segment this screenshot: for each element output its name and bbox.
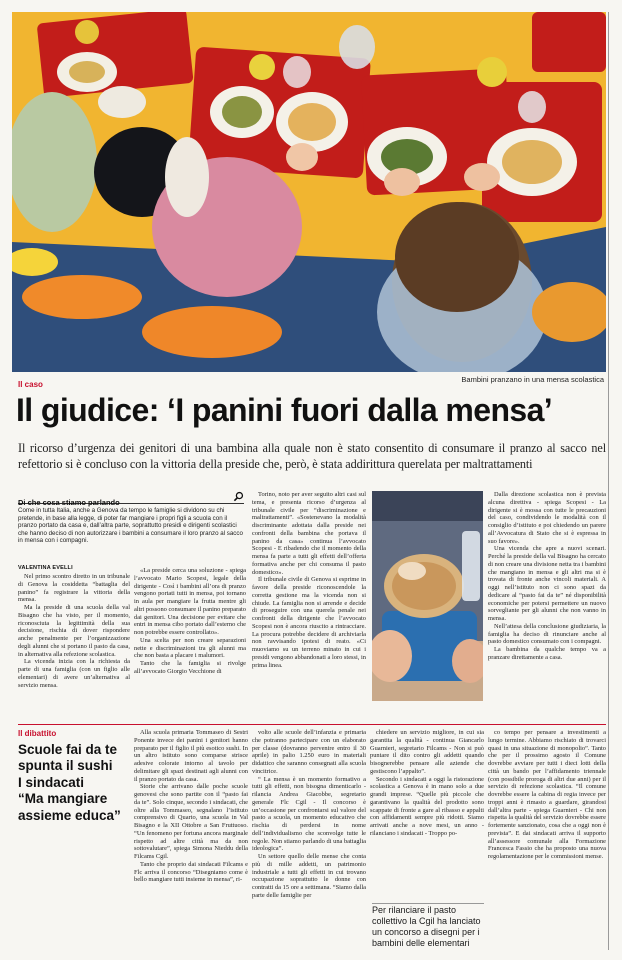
title-line: I sindacati [18, 774, 85, 790]
paragraph: Tanto che la famiglia si rivolge all’avvocato Giorgio Vecchione di [134, 660, 246, 675]
paragraph: “ La mensa è un momento formativo a tutti gli effetti, non bisogna dimenticarlo - rilancia Andrea Giacobbe, segretario generale Flc Cgil - Il concorso è un’occasione per confrontarsi sul valore del pasto a scuola, un momento educativo che rischia di perdersi in nome dell’individualismo che sconvolge tutte le regole. Non stiamo parlando di una battaglia ideologica”. [252, 775, 366, 853]
title-line: Scuole fai da te [18, 742, 118, 757]
section-divider [18, 724, 606, 725]
callout-rule [372, 903, 484, 904]
article-column-2 [134, 567, 246, 721]
paragraph: Una vicenda che apre a nuovi scenari. Perché la preside della val Bisagno ha cercato di non creare una divisione netta tra i bambini che mangiano in mensa e gli altri ma si è trovata di fronte anche vincoli materiali. A oggi nell’istituto non ci sono spazi da dedicare al “pasto fai da te” né disponibilità economiche per potersi permettere un nuovo sorvegliante per gli alunni che non vanno in mensa. [488, 545, 606, 622]
paragraph: Nel primo scontro diretto in un tribunale di Genova la cosiddetta “battaglia del panino” fa registrare la vittoria della mensa. [18, 573, 130, 604]
frame-rule [608, 12, 609, 950]
paragraph: volto alle scuole dell’infanzia e primaria che potranno partecipare con un elaborato per classe (dovranno pervenire entro il 30 aprile) in palio 1.250 euro in materiali didattico che saranno consegnati alla scuola vincitrice. [252, 729, 366, 775]
photo-caption: Bambini pranzano in una mensa scolastica [461, 375, 604, 384]
paragraph: co tempo per pensare a investimenti a lungo termine. Abbiamo rischiato di trovarci quasi in una situazione di monopolio”. Tanto che per il prossimo agosto il Comune dovrebbe avviare per tutti i dieci lotti della città un bando per l’affidamento triennale (con possibile proroga di altri due anni) per il servizio di refezione scolastica. “Il comune dovrebbe essere la cabina di regia invece per troppi anni è rimasto a guardare, girandosi dall’altra parte - spiega Guarnieri - Chi non rispetta la qualità del servizio dovrebbe essere fortemente sanzionato, cosa che a oggi non è prevista”. E dai sindacati arriva il supporto all’assessore comunale alla Formazione Francesca Fassio che ha proposto una nuova regolamentazione per le commissioni mense. [488, 729, 606, 860]
dibattito-kicker: Il dibattito [18, 729, 57, 738]
paragraph: La vicenda inizia con la richiesta da parte di una famiglia (con un figlio alle elementari) di avere un’alternativa al servizio mensa. [18, 658, 130, 689]
title-line: “Ma mangiare [18, 791, 108, 807]
paragraph: Nell’attesa della conclusione giudiziaria, la famiglia ha deciso di rinunciare anche al pasto domestico consumato con i compagni. [488, 622, 606, 646]
paragraph: chiedere un servizio migliore, in cui sia garantita la qualità - continua Giancarlo Guarnieri, segretario Filcams - Non si può puntare il dito contro gli addetti quando bisognerebbe pensare alle aziende che gestiscono l’appalto”. [370, 729, 484, 775]
dibattito-column-4 [370, 729, 484, 899]
article-kicker: Il caso [18, 380, 43, 389]
title-line: spunta il sushi [18, 758, 113, 774]
paragraph: Secondo i sindacati a oggi la ristorazione scolastica a Genova è in mano solo a due grandi imprese. “Quelle più piccole che garantivano la qualità del prodotto sono scappate di fronte a gare al ribasso e appalti con affidamenti sempre più ridotti. Siamo arrivati anche a nove mesi, un anno - rilanciano i sindacati - Troppo po- [370, 775, 484, 837]
paragraph: Torino, noto per aver seguito altri casi sul tema, e presenta ricorso d’urgenza al tribunale civile per “discriminazione e maltrattamenti”. «Sostenevano la modalità discriminante adottata dalla preside nei confronti della bambina che portava il panino da casa» continua l’avvocato Scopesi - E ribadendo che il momento della mensa fa parte a tutti gli effetti dell’offerta formativa anche per chi consuma il pasto domestico». [252, 491, 366, 576]
paragraph: «La preside cerca una soluzione - spiega l’avvocato Mario Scopesi, legale della dirigente - Così i bambini all’ora di pranzo vengono portati tutti in mensa, poi tornano in aula per mangiare la frutta mentre gli altri possono consumare il panino preparato dai genitori. Una decisione per evitare che entri in mensa cibo portato dall’esterno che non potrebbe essere controllato». [134, 567, 246, 636]
dibattito-column-5 [488, 729, 606, 951]
paragraph: La bambina da qualche tempo va a pranzare direttamente a casa. [488, 646, 606, 661]
context-text: Come in tutta Italia, anche a Genova da tempo le famiglie si dividono su chi pretende, in base alla legge, di poter far mangiare i propri figli a scuola con il pranzo portato da casa e, dall’altra parte, soprattutto presidi e dirigenti scolastici che hanno deciso di non autorizzare i bambini a consumare il loro pranzo al sacco in mensa con i compagni. [18, 507, 243, 545]
byline: VALENTINA EVELLI [18, 565, 73, 571]
subhead: Il ricorso d’urgenza dei genitori di una bambina alla quale non è stato consentito di consumare il pranzo al sacco nel refettorio si è concluso con la vittoria della preside che, però, è stata addirittura querelata per maltrattamenti [18, 441, 606, 471]
cafeteria-photo [12, 12, 606, 372]
article-column-1 [18, 573, 130, 721]
paragraph: Storie che arrivano dalle poche scuole genovesi che sono partite con il “pasto fai da te”. Solo cinque, secondo i sindacati, che oltre alla Tommaseo, segnalano l’istituto comprensivo di Quarto, una scuola in Val Bisagno e la XII Ottobre a San Fruttuoso. “Un fenomeno per fortuna ancora marginale rispetto ad altre città ma da non sottovalutare”, spiega Simona Nieddu della Filcams Cgil. [134, 783, 248, 860]
dibattito-column-2 [134, 729, 248, 951]
paragraph: Ma la preside di una scuola della val Bisagno che ha visto, per il momento, riconosciuta la legittimità della sua decisione, rischia di dover rispondere anche penalmente per l’organizzazione degli alunni che si portano il pasto da casa, in alternativa alla refezione scolastica. [18, 604, 130, 658]
dibattito-column-3 [252, 729, 366, 951]
magnifier-icon [233, 491, 244, 502]
title-line: assieme educa” [18, 807, 121, 823]
paragraph: Alla scuola primaria Tommaseo di Sestri Ponente invece dei panini i genitori hanno preparato per il figlio il più esotico sushi. In un altro istituto sono comparse strisce adesive colorate intorno al tavolo per delimitare gli spazi destinati agli alunni con il pranzo portato da casa. [134, 729, 248, 783]
callout: Per rilanciare il pasto collettivo la Cgil ha lanciato un concorso a disegni per i bambini delle elementari [372, 905, 481, 948]
lunchbox-photo [372, 491, 483, 701]
paragraph: Dalla direzione scolastica non è prevista alcuna direttiva - spiega Scopesi - La dirigente si è mossa con tutte le precauzioni del caso, condividendo le modalità con il consiglio d’istituto e poi chiedendo un parere all’Avvocatura di Stato che si è espressa in suo favore». [488, 491, 606, 545]
context-header [18, 492, 244, 507]
article-column-4 [488, 491, 606, 719]
paragraph: Una scelta per non creare separazioni nette e discriminazioni tra gli alunni ma che non basta a placare i malumori. [134, 636, 246, 660]
paragraph: Un settore quello delle mense che conta più di mille addetti, un patrimonio industriale a tutti gli effetti in cui trovano occupazione soprattutto le donne con contratti da 15 ore a settimana. “Siamo dalla parte delle famiglie per [252, 853, 366, 899]
headline: Il giudice: ‘I panini fuori dalla mensa’ [16, 392, 553, 428]
article-column-3 [252, 491, 366, 721]
context-title: Di che cosa stiamo parlando [18, 498, 120, 507]
paragraph: Il tribunale civile di Genova si esprime in favore della preside riconoscendole la corretta gestione ma la vicenda non si chiude. La famiglia non si arrende e decide di proseguire con una querela penale nei confronti della dirigente che l’avvocato Scopesi non è ancora riuscito a rintracciare. La procura potrebbe decidere di archiviarla non ravvisando ipotesi di reato. «Ci muoviamo su un terreno minato in cui i presidi vengono abbandonati a loro stessi, in prima linea. [252, 576, 366, 669]
paragraph: Tanto che proprio dai sindacati Filcams e Flc arriva il concorso “Disegniamo come è bello mangiare tutti insieme in mensa”, ri- [134, 860, 248, 884]
